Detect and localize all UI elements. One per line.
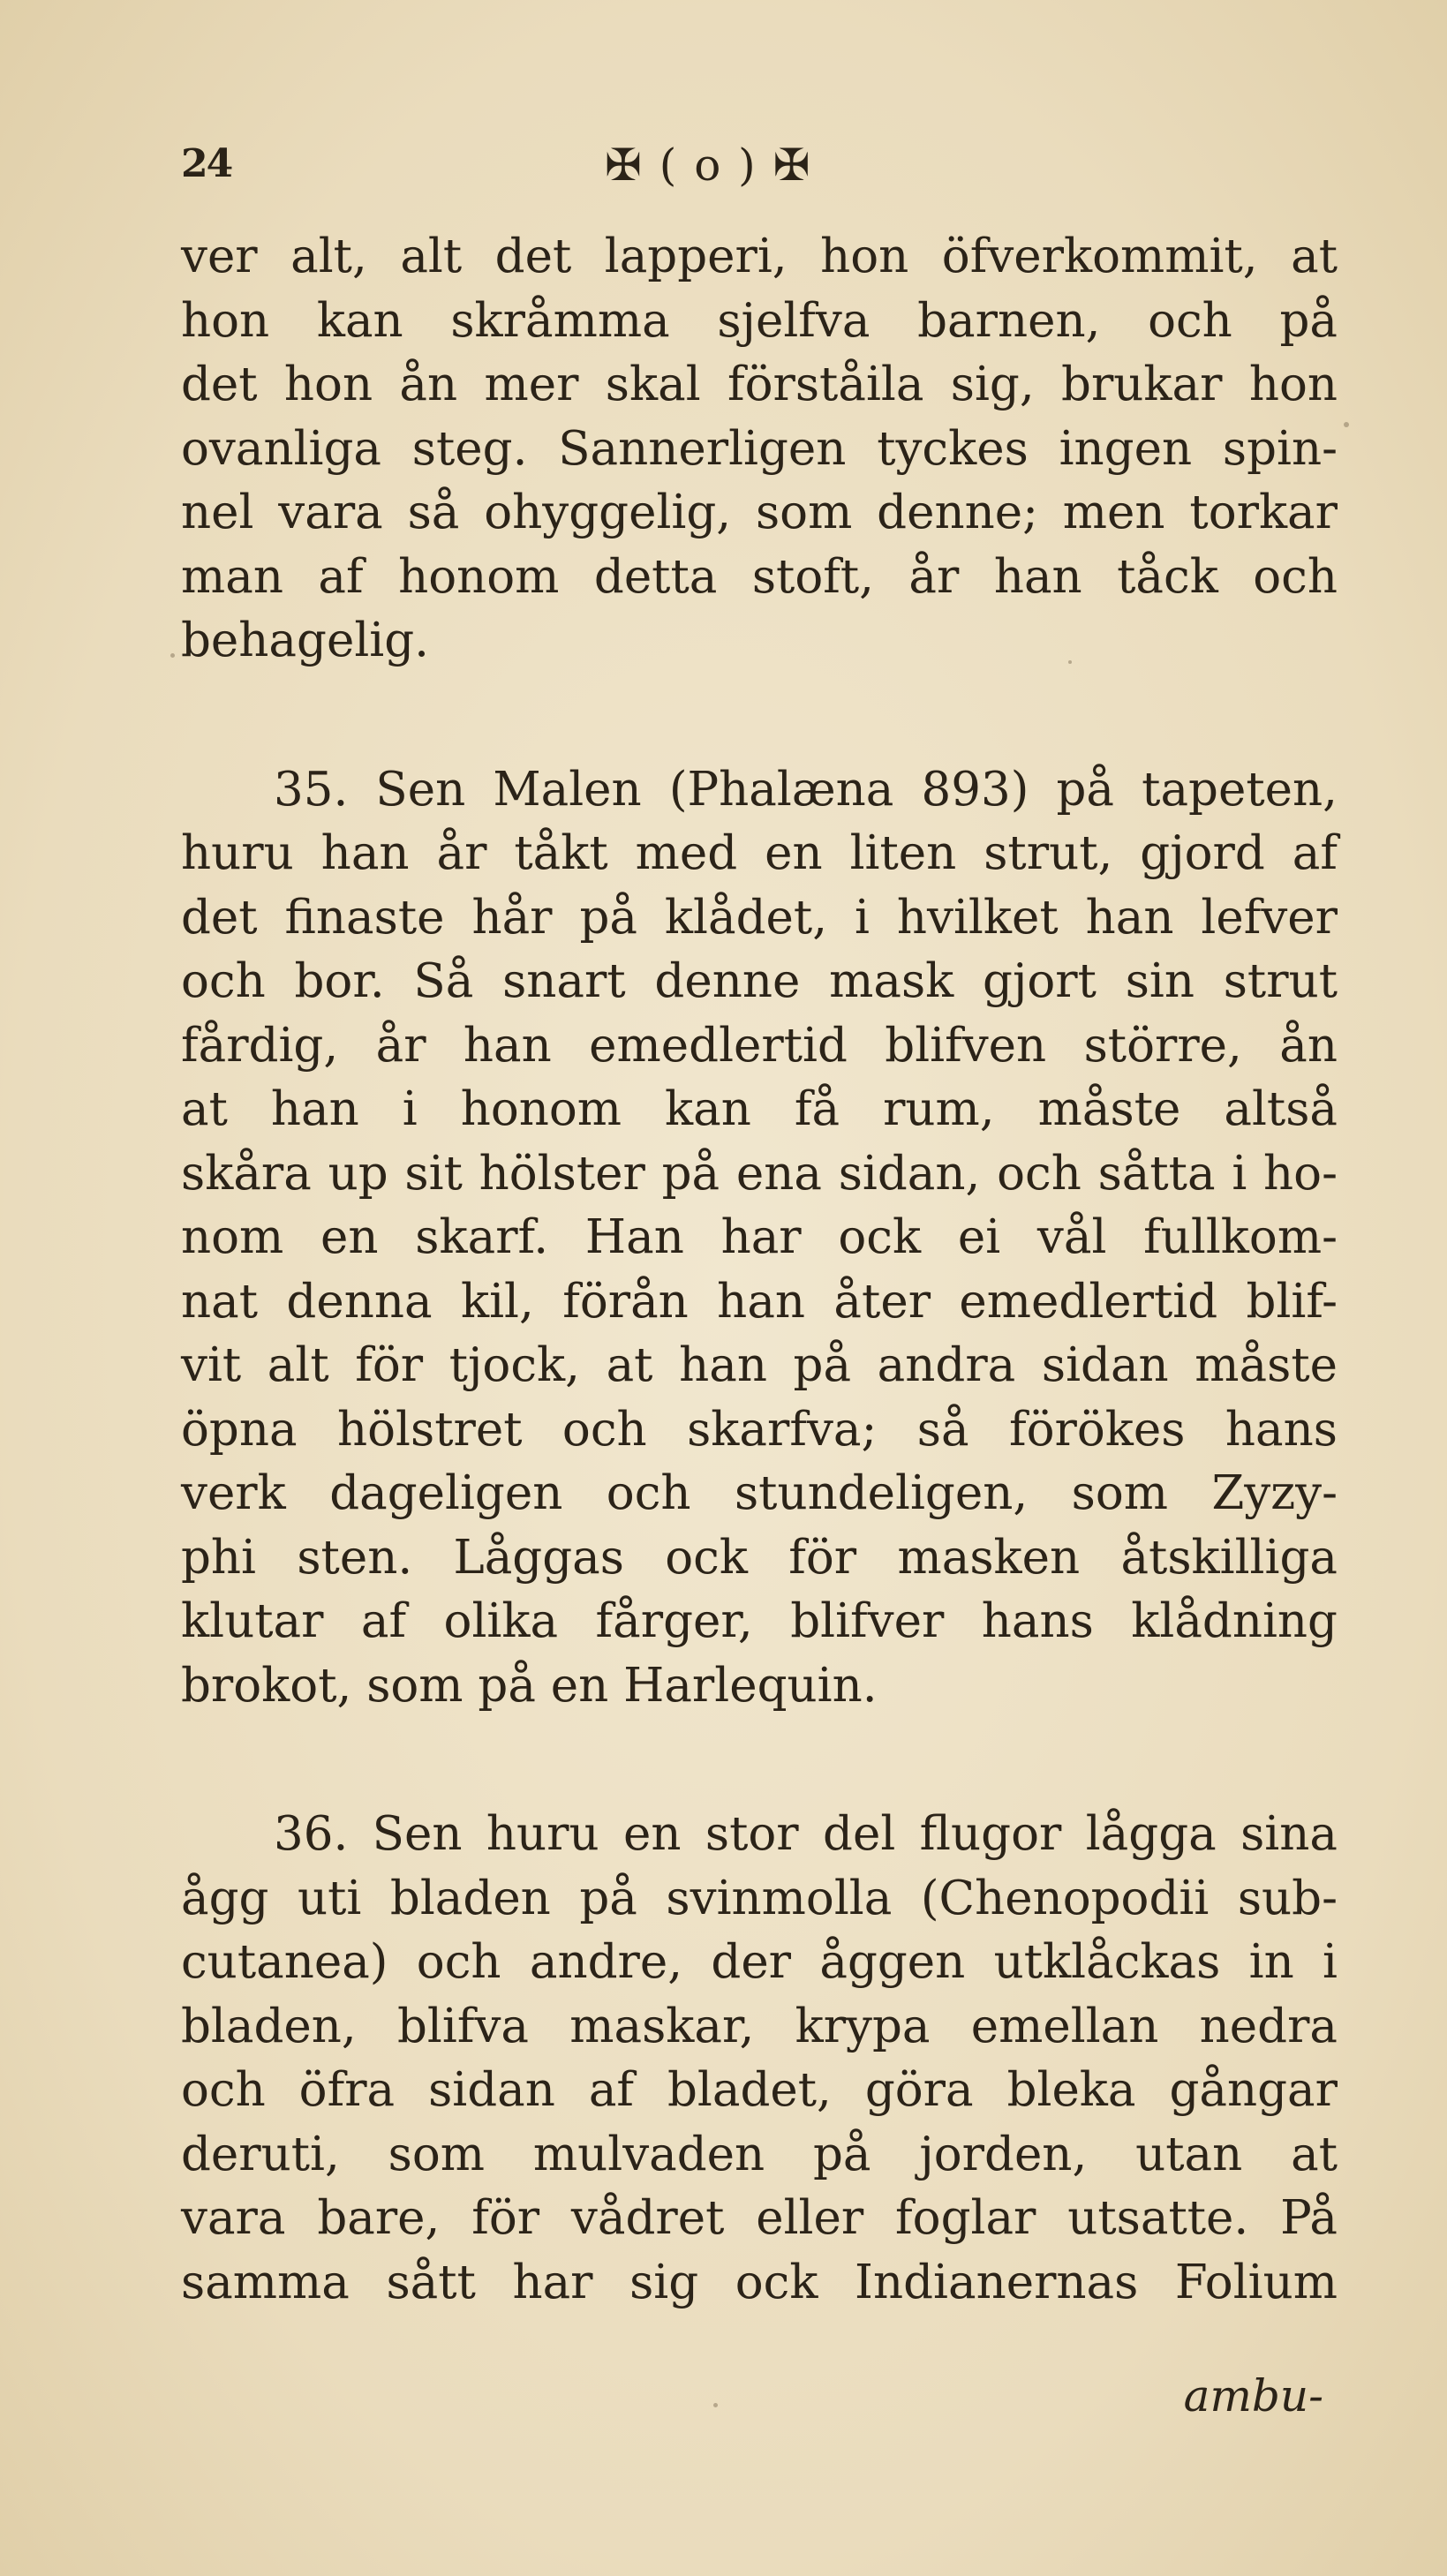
- running-head: ✠ ( o ) ✠: [605, 139, 812, 191]
- text-line: hon kan skråmma sjelfva barnen, och på: [181, 293, 1338, 348]
- text-line: deruti, som mulvaden på jorden, utan at: [181, 2127, 1338, 2181]
- text-line: cutanea) och andre, der åggen utklåckas in i: [181, 1935, 1338, 1989]
- body-text: [181, 225, 1338, 2315]
- text-line: det hon ån mer skal förståila sig, brukar hon: [181, 358, 1338, 411]
- text-line: och öfra sidan af bladet, göra bleka gångar: [181, 2063, 1338, 2117]
- page-header: [181, 141, 1329, 203]
- text-line: vit alt för tjock, at han på andra sidan måste: [181, 1338, 1338, 1392]
- paragraph-35-start: 35. Sen Malen (Phalæna 893) på tapeten,: [274, 762, 1338, 817]
- text-line: och bor. Så snart denne mask gjort sin strut: [181, 954, 1338, 1008]
- text-line: phi sten. Låggas ock för masken åtskilliga: [181, 1530, 1338, 1585]
- text-line: behagelig.: [181, 614, 429, 667]
- paper-speck: [713, 2403, 718, 2407]
- paragraph-gap: [181, 674, 1338, 758]
- text-line: ovanliga steg. Sannerligen tyckes ingen spin-: [181, 421, 1338, 476]
- text-line: bladen, blifva maskar, krypa emellan nedra: [181, 1999, 1338, 2053]
- text-line: nel vara så ohyggelig, som denne; men torkar: [181, 486, 1338, 539]
- paper-speck: [1068, 660, 1072, 664]
- text-line: skåra up sit hölster på ena sidan, och såtta i ho-: [181, 1146, 1338, 1201]
- text-line: öpna hölstret och skarfva; så förökes hans: [181, 1402, 1338, 1457]
- paper-speck: [1344, 422, 1349, 427]
- catchword: ambu-: [1183, 2370, 1323, 2422]
- text-line: vara bare, för vådret eller foglar utsatte. På: [181, 2191, 1338, 2245]
- text-line: fårdig, år han emedlertid blifven större, ån: [181, 1018, 1338, 1073]
- text-line: at han i honom kan få rum, måste altså: [181, 1082, 1338, 1136]
- text-line: det finaste hår på klådet, i hvilket han lefver: [181, 890, 1338, 945]
- page-number: 24: [181, 141, 232, 186]
- text-line: verk dageligen och stundeligen, som Zyzy-: [181, 1466, 1338, 1520]
- text-line: ver alt, alt det lapperi, hon öfverkommit, at: [181, 230, 1338, 283]
- text-line: samma sått har sig ock Indianernas Folium: [181, 2255, 1338, 2309]
- text-line: huru han år tåkt med en liten strut, gjord af: [181, 826, 1338, 880]
- paragraph-36-start: 36. Sen huru en stor del flugor lågga sina: [274, 1807, 1338, 1861]
- text-line: nat denna kil, förån han åter emedlertid blif-: [181, 1274, 1338, 1329]
- text-line: brokot, som på en Harlequin.: [181, 1658, 878, 1713]
- text-line: nom en skarf. Han har ock ei vål fullkom-: [181, 1210, 1338, 1264]
- text-line: klutar af olika fårger, blifver hans klådning: [181, 1594, 1338, 1648]
- paragraph-gap: [181, 1718, 1338, 1803]
- text-line: man af honom detta stoft, år han tåck och: [181, 549, 1338, 604]
- text-line: ågg uti bladen på svinmolla (Chenopodii sub-: [181, 1871, 1338, 1925]
- paper-speck: [170, 653, 175, 658]
